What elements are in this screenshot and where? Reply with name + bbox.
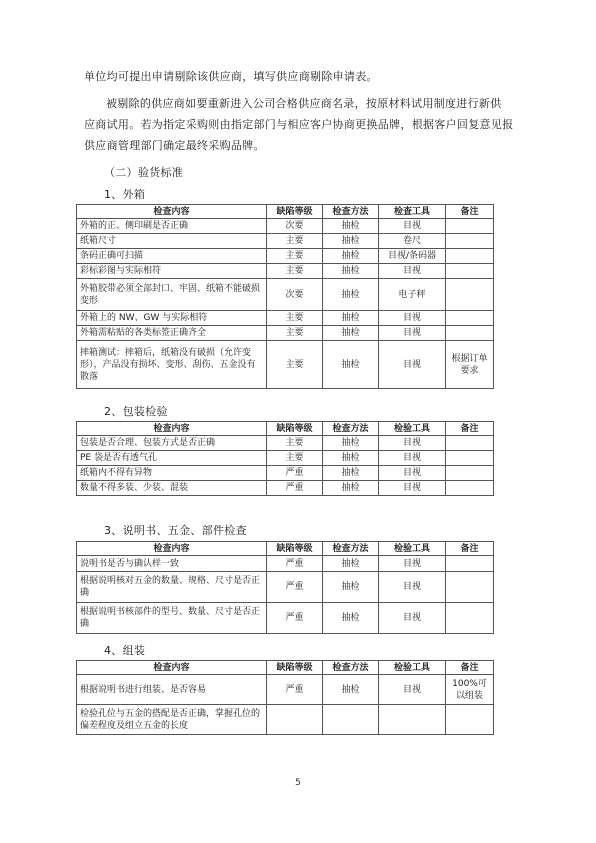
table-cell: 抽检 (323, 341, 379, 389)
table-cell: 检验孔位与五金的搭配是否正确，掌握孔位的偏差程度及组立五金的长度 (77, 705, 267, 735)
column-header: 检查内容 (77, 422, 267, 436)
column-header: 检查内容 (77, 205, 267, 219)
table-cell: 外箱上的 NW、GW 与实际相符 (77, 311, 267, 326)
table-row (77, 326, 494, 341)
table-row (77, 705, 494, 735)
table-cell (379, 705, 446, 735)
table-row (77, 311, 494, 326)
table-cell: 根据说明核对五金的数量、规格、尺寸是否正确 (77, 572, 267, 603)
table-cell: 目视 (379, 326, 446, 341)
table-cell (446, 326, 494, 341)
table-cell: 抽检 (323, 326, 379, 341)
table-cell (446, 436, 494, 451)
table-cell: 严重 (267, 603, 323, 634)
table-cell: PE 袋是否有透气孔 (77, 451, 267, 466)
table-cell: 外箱需粘贴的各类标签正确齐全 (77, 326, 267, 341)
table-cell: 抽检 (323, 603, 379, 634)
table-row (77, 572, 494, 603)
assembly-table (76, 660, 494, 735)
column-header: 检查内容 (77, 661, 267, 675)
table-cell (446, 264, 494, 279)
table-cell: 说明书是否与确认样一致 (77, 556, 267, 572)
table-cell: 抽检 (323, 311, 379, 326)
paragraph-line: 单位均可提出申请剔除该供应商，填写供应商剔除申请表。 (84, 70, 378, 83)
table-cell: 目视 (379, 481, 446, 496)
table-row (77, 451, 494, 466)
table-cell: 摔箱测试：摔箱后，纸箱没有破损（允许变形），产品没有损坏、变形、刮伤、五金没有散落 (77, 341, 267, 389)
table-cell: 抽检 (323, 234, 379, 249)
table-cell: 目视 (379, 219, 446, 234)
column-header: 缺陷等级 (267, 661, 323, 675)
table-row (77, 249, 494, 264)
table-cell: 包装是否合理、包装方式是否正确 (77, 436, 267, 451)
table-row (77, 436, 494, 451)
table-cell: 抽检 (323, 675, 379, 705)
table-cell: 100%可以组装 (446, 675, 494, 705)
table-cell: 电子秤 (379, 279, 446, 311)
table-cell (446, 556, 494, 572)
column-header: 备注 (446, 542, 494, 556)
paragraph-line: 供应商管理部门确定最终采购品牌。 (84, 139, 265, 152)
table-cell: 严重 (267, 466, 323, 481)
table-cell: 根据说明书进行组装、是否容易 (77, 675, 267, 705)
table-cell: 主要 (267, 341, 323, 389)
table-row (77, 341, 494, 389)
table-cell: 目视 (379, 311, 446, 326)
table-cell: 严重 (267, 675, 323, 705)
table-cell: 目视 (379, 466, 446, 481)
column-header: 检查方法 (323, 205, 379, 219)
table-cell: 条码正确可扫描 (77, 249, 267, 264)
table-cell: 外箱胶带必须全部封口、牢固、纸箱不能破损变形 (77, 279, 267, 311)
column-header: 备注 (446, 661, 494, 675)
table-cell: 抽检 (323, 556, 379, 572)
table-row (77, 556, 494, 572)
table-cell: 主要 (267, 436, 323, 451)
table-title: 2、包装检验 (104, 405, 168, 418)
table-row (77, 234, 494, 249)
column-header: 检验工具 (379, 422, 446, 436)
table-cell (446, 481, 494, 496)
table-cell: 抽检 (323, 481, 379, 496)
table-cell: 抽检 (323, 466, 379, 481)
table-cell: 抽检 (323, 436, 379, 451)
table-cell: 目视 (379, 451, 446, 466)
table-cell (446, 219, 494, 234)
manual-hardware-table (76, 541, 494, 634)
column-header: 缺陷等级 (267, 422, 323, 436)
table-cell: 目视 (379, 436, 446, 451)
table-cell (446, 311, 494, 326)
table-cell: 彩标彩图与实际相符 (77, 264, 267, 279)
table-cell: 严重 (267, 556, 323, 572)
table-cell: 主要 (267, 234, 323, 249)
table-cell: 卷尺 (379, 234, 446, 249)
table-cell: 纸箱尺寸 (77, 234, 267, 249)
table-title: 3、说明书、五金、部件检查 (104, 524, 247, 537)
packaging-table (76, 421, 494, 496)
table-cell: 目视/条码器 (379, 249, 446, 264)
column-header: 检查工具 (379, 205, 446, 219)
column-header: 检验工具 (379, 661, 446, 675)
table-cell: 抽检 (323, 451, 379, 466)
outer-box-table (76, 204, 494, 389)
table-cell: 主要 (267, 311, 323, 326)
table-cell (446, 279, 494, 311)
table-cell (446, 572, 494, 603)
table-row (77, 264, 494, 279)
table-cell: 次要 (267, 279, 323, 311)
table-cell: 目视 (379, 603, 446, 634)
table-cell (446, 705, 494, 735)
column-header: 备注 (446, 205, 494, 219)
table-cell: 主要 (267, 451, 323, 466)
table-row (77, 466, 494, 481)
table-title: 4、组装 (104, 644, 146, 657)
column-header: 检验工具 (379, 542, 446, 556)
table-cell (323, 705, 379, 735)
table-cell: 主要 (267, 249, 323, 264)
table-cell (446, 451, 494, 466)
table-cell: 抽检 (323, 249, 379, 264)
table-cell: 根据订单要求 (446, 341, 494, 389)
section-title: （二）验货标准 (104, 166, 184, 179)
column-header: 检查内容 (77, 542, 267, 556)
table-cell: 抽检 (323, 572, 379, 603)
table-cell: 主要 (267, 326, 323, 341)
table-cell: 主要 (267, 264, 323, 279)
table-row (77, 603, 494, 634)
table-cell: 目视 (379, 264, 446, 279)
table-row (77, 279, 494, 311)
table-cell (446, 234, 494, 249)
table-cell: 纸箱内不得有异物 (77, 466, 267, 481)
table-cell: 严重 (267, 481, 323, 496)
column-header: 缺陷等级 (267, 542, 323, 556)
table-cell: 次要 (267, 219, 323, 234)
table-cell: 外箱的正、侧印刷是否正确 (77, 219, 267, 234)
column-header: 检查方法 (323, 542, 379, 556)
page-number: 5 (295, 778, 301, 788)
table-row (77, 675, 494, 705)
column-header: 缺陷等级 (267, 205, 323, 219)
table-cell: 根据说明书核部件的型号、数量、尺寸是否正确 (77, 603, 267, 634)
paragraph-line: 被剔除的供应商如要重新进入公司合格供应商名录，按原材料试用制度进行新供 (106, 97, 502, 110)
table-cell (446, 466, 494, 481)
table-cell: 严重 (267, 572, 323, 603)
table-cell: 目视 (379, 675, 446, 705)
table-cell: 目视 (379, 572, 446, 603)
table-cell (446, 249, 494, 264)
table-row (77, 219, 494, 234)
table-cell: 抽检 (323, 264, 379, 279)
table-cell: 数量不得多装、少装、混装 (77, 481, 267, 496)
table-cell: 目视 (379, 556, 446, 572)
column-header: 备注 (446, 422, 494, 436)
table-cell (267, 705, 323, 735)
table-cell: 抽检 (323, 219, 379, 234)
table-cell: 目视 (379, 341, 446, 389)
table-title: 1、外箱 (104, 188, 146, 201)
column-header: 检查方法 (323, 422, 379, 436)
table-row (77, 481, 494, 496)
table-cell: 抽检 (323, 279, 379, 311)
column-header: 检查方法 (323, 661, 379, 675)
paragraph-line: 应商试用。若为指定采购则由指定部门与相应客户协商更换品牌，根据客户回复意见报 (84, 118, 514, 131)
table-cell (446, 603, 494, 634)
